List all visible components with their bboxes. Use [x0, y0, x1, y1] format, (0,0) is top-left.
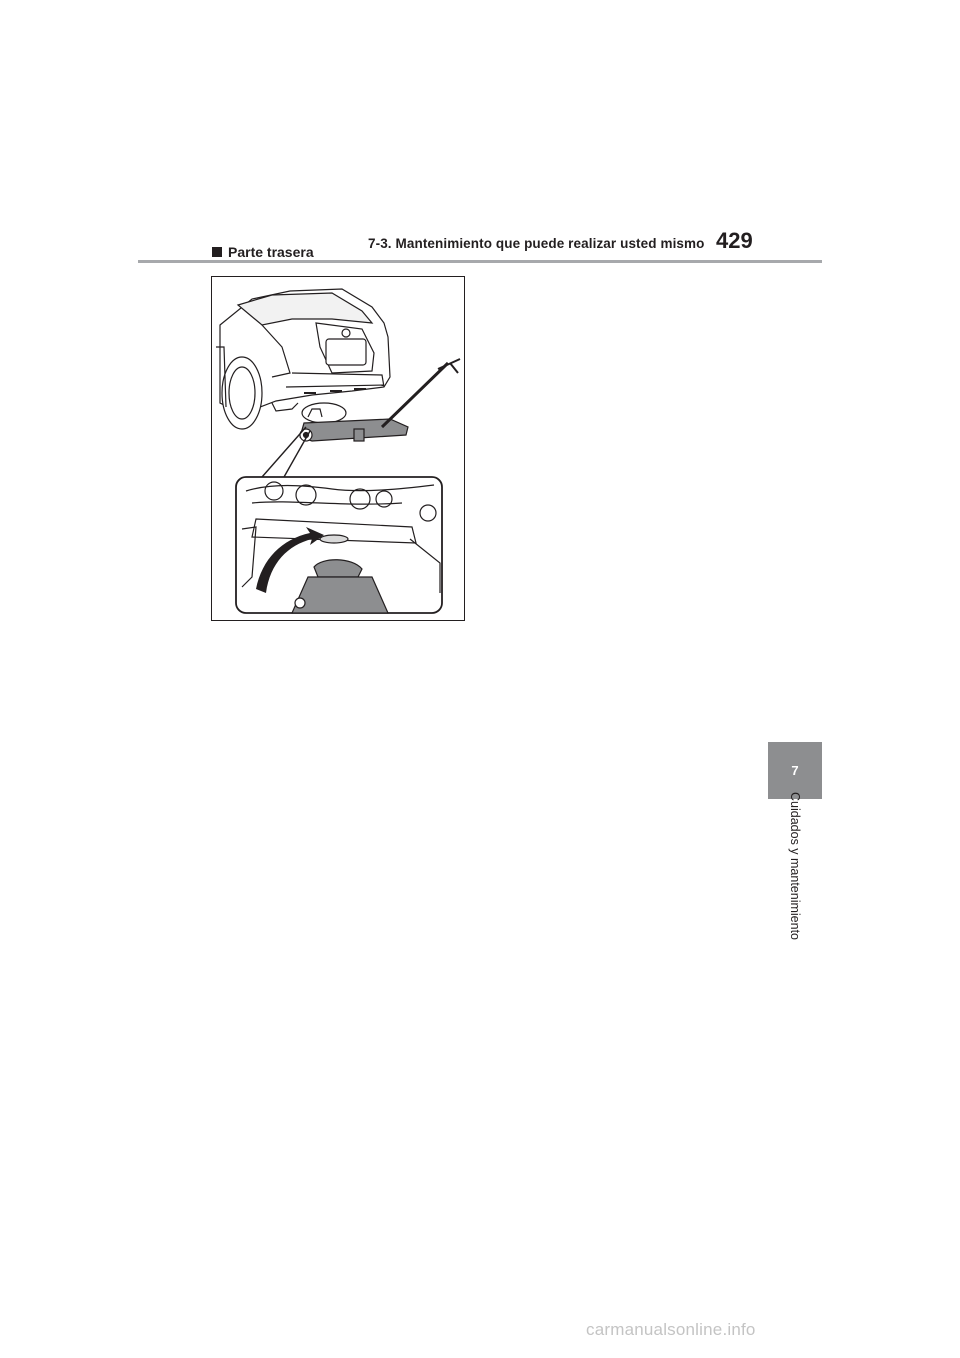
chapter-title: Cuidados y mantenimiento [788, 792, 802, 940]
section-heading-text: Parte trasera [228, 244, 314, 260]
figure-frame [211, 276, 465, 621]
footer-watermark[interactable]: carmanualsonline.info [586, 1320, 756, 1339]
vehicle-rear-illustration [216, 289, 390, 429]
header-rule [138, 260, 822, 263]
chapter-tab: 7 [768, 742, 822, 799]
jack-point-detail [236, 477, 442, 613]
page-number: 429 [716, 228, 753, 253]
header-section-title: 7-3. Mantenimiento que puede realizar usted mismo [368, 236, 705, 251]
jack-point-icon [320, 535, 348, 543]
filled-square-icon [212, 247, 222, 257]
rear-jack-illustration [212, 277, 464, 620]
section-heading [212, 244, 314, 260]
